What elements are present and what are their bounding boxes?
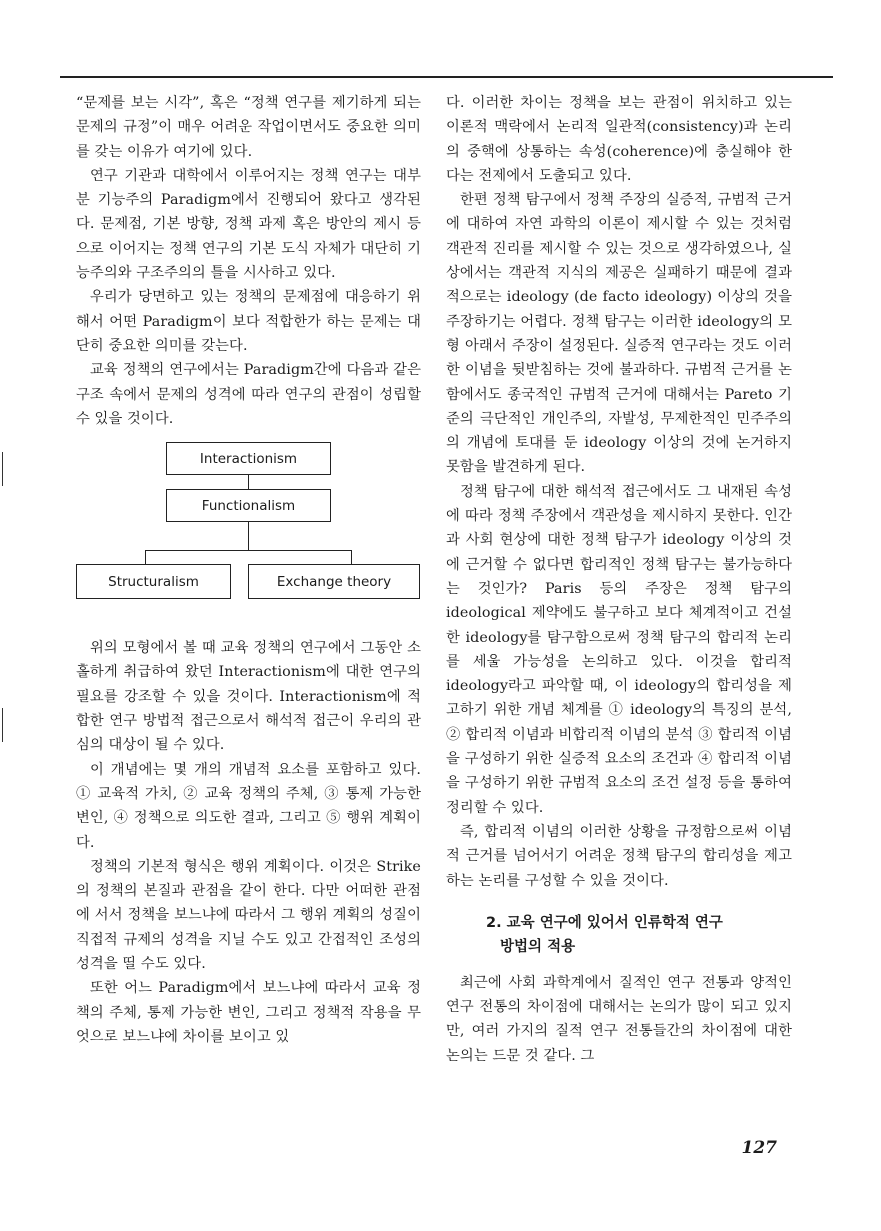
margin-mark-lower	[2, 708, 3, 742]
paragraph: 우리가 당면하고 있는 정책의 문제점에 대응하기 위해서 어떤 Paradigm이 보다 적합한가 하는 문제는 대단히 중요한 의미를 갖는다.	[76, 289, 421, 354]
paragraph: 연구 기관과 대학에서 이루어지는 정책 연구는 대부분 기능주의 Paradigm에서 진행되어 왔다고 생각된다. 문제점, 기본 방향, 정책 과제 혹은 방안의 제시 등으로 이어지는 정책 연구의 기본 도식 자체가 대단히 기능주의와 구조주의의 틀을 시사하고 있다.	[76, 167, 421, 282]
box-label: Functionalism	[201, 497, 296, 514]
box-label: Structuralism	[108, 573, 199, 590]
paragraph: 교육 정책의 연구에서는 Paradigm간에 다음과 같은 구조 속에서 문제의 성격에 따라 연구의 관점이 성립할 수 있을 것이다.	[76, 362, 421, 427]
box-interactionism	[166, 442, 331, 475]
box-label: Interactionism	[199, 450, 298, 467]
paradigm-diagram	[76, 442, 421, 626]
connector	[145, 550, 146, 564]
paragraph: 즉, 합리적 이념의 이러한 상황을 규정함으로써 이념적 근거를 넘어서기 어려운 정책 탐구의 합리성을 제고하는 논리를 구성할 수 있을 것이다.	[446, 823, 792, 889]
box-functionalism	[166, 489, 331, 522]
connector	[145, 550, 351, 551]
paragraph: 위의 모형에서 볼 때 교육 정책의 연구에서 그동안 소홀하게 취급하여 왔던 Interactionism에 대한 연구의 필요를 강조할 수 있을 것이다. Interactionism에 적합한 연구 방법적 접근으로서 해석적 접근이 우리의 관심의 대상이 될 수 있다.	[76, 640, 421, 754]
heading-line: 2. 교육 연구에 있어서 인류학적 연구	[486, 914, 723, 931]
connector	[351, 550, 352, 564]
paragraph: “문제를 보는 시각”, 혹은 “정책 연구를 제기하게 되는 문제의 규정”이 매우 어려운 작업이면서도 중요한 의미를 갖는 이유가 여기에 있다.	[76, 95, 421, 160]
heading-line: 방법의 적용	[500, 938, 576, 955]
connector	[248, 522, 249, 550]
header-rule	[60, 76, 833, 78]
paragraph: 한편 정책 탐구에서 정책 주장의 실증적, 규범적 근거에 대하여 자연 과학의 이론이 제시할 수 있는 것처럼 객관적 진리를 제시할 수 있는 것으로 생각하였으나, 실상에서는 객관적 지식의 제공은 실패하기 때문에 결과적으로는 ideology (de facto ideology) 이상의 것을 주장하기는 어렵다. 정책 탐구는 이러한 ideology의 모형 아래서 주장이 설정된다. 실증적 연구라는 것도 이러한 이념을 뒷받침하는 것에 불과하다. 규범적 근거를 논함에서도 종국적인 규범적 근거에 대해서는 Pareto 기준의 극단적인 개인주의, 자발성, 무제한적인 민주주의의 개념에 토대를 둔 ideology 이상의 것에 논거하지 못함을 발견하게 된다.	[446, 192, 792, 476]
paragraph: 정책의 기본적 형식은 행위 계획이다. 이것은 Strike의 정책의 본질과 관점을 같이 한다. 다만 어떠한 관점에 서서 정책을 보느냐에 따라서 그 행위 계획의 성질이 직접적 규제의 성격을 지닐 수도 있고 간접적인 조성의 성격을 띨 수도 있다.	[76, 858, 421, 973]
section-heading	[446, 911, 792, 959]
box-structuralism	[76, 564, 231, 599]
margin-mark-upper	[2, 452, 3, 486]
paragraph: 이 개념에는 몇 개의 개념적 요소를 포함하고 있다. ① 교육적 가치, ② 교육 정책의 주체, ③ 통제 가능한 변인, ④ 정책으로 의도한 결과, 그리고 ⑤ 행위 계획이다.	[76, 761, 421, 851]
paragraph: 또한 어느 Paradigm에서 보느냐에 따라서 교육 정책의 주체, 통제 가능한 변인, 그리고 정책적 작용을 무엇으로 보느냐에 차이를 보이고 있	[76, 980, 421, 1045]
box-label: Exchange theory	[276, 573, 392, 590]
page-number: 127	[741, 1138, 777, 1158]
connector	[248, 475, 249, 489]
left-column	[76, 91, 421, 1049]
paragraph: 최근에 사회 과학계에서 질적인 연구 전통과 양적인 연구 전통의 차이점에 대해서는 논의가 많이 되고 있지만, 여러 가지의 질적 연구 전통들간의 차이점에 대한 논의는 드문 것 같다. 그	[446, 974, 792, 1064]
paragraph: 정책 탐구에 대한 해석적 접근에서도 그 내재된 속성에 따라 정책 주장에서 객관성을 제시하지 못한다. 인간과 사회 현상에 대한 정책 탐구가 ideology 이상의 것에 근거할 수 없다면 합리적인 정책 탐구는 불가능하다는 것인가? Paris 등의 주장은 정책 탐구의 ideological 제약에도 불구하고 보다 체계적이고 건설한 ideology를 탐구함으로써 정책 탐구의 합리적 논리를 세울 가능성을 논의하고 있다. 이것을 합리적 ideology라고 파악할 때, 이 ideology의 합리성을 제고하기 위한 개념 체계를 ① ideology의 특징의 분석, ② 합리적 이념과 비합리적 이념의 분석 ③ 합리적 이념을 구성하기 위한 실증적 요소의 조건과 ④ 합리적 이념을 구성하기 위한 규범적 요소의 조건 설정 등을 통하여 정리할 수 있다.	[446, 483, 792, 816]
paragraph: 다. 이러한 차이는 정책을 보는 관점이 위치하고 있는 이론적 맥락에서 논리적 일관적(consistency)과 논리의 중핵에 상통하는 속성(coherence)에 충실해야 한다는 전제에서 도출되고 있다.	[446, 95, 792, 184]
box-exchange-theory	[248, 564, 420, 599]
right-column	[446, 91, 792, 1068]
